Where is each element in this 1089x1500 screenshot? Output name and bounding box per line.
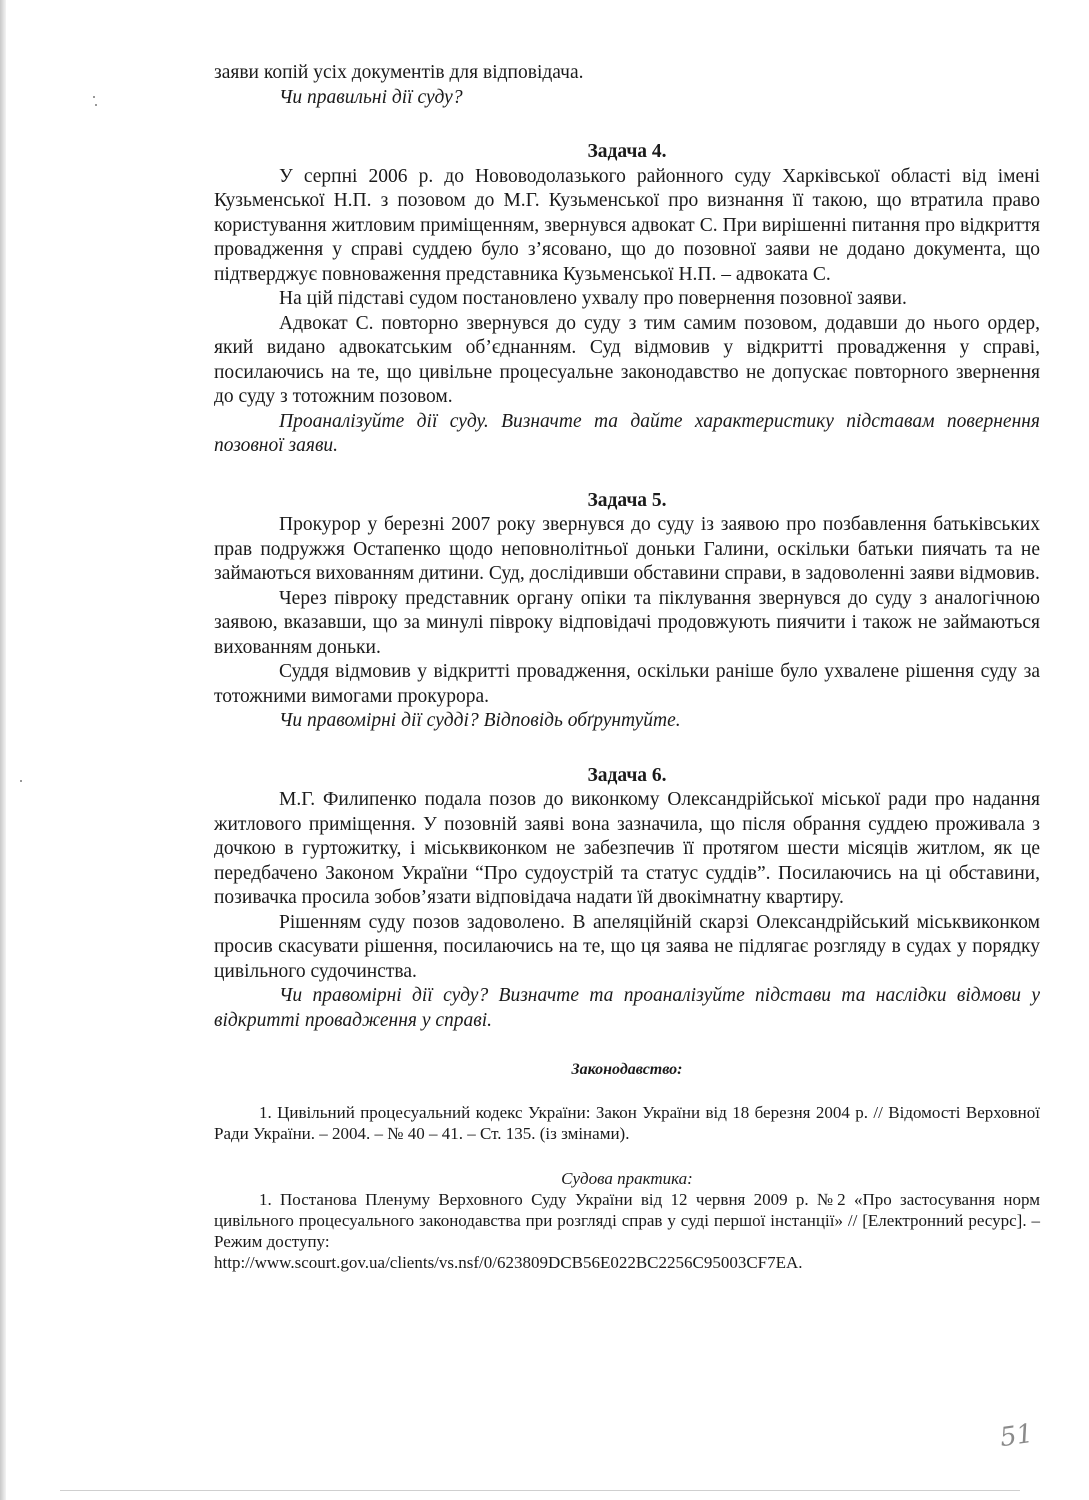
task6-paragraph-1: М.Г. Филипенко подала позов до виконкому Олександрійської міської ради про надання житлового приміщення. У позовній заяві вона зазначила, що після обрання суддею проживала з дочкою в гуртожитку, і міськвиконком не забезпечив її протягом шести місяців житлом, як це передбачено Законом України “Про судоустрій та статус суддів”. Посилаючись на ці обставини, позивачка просила зобов’язати відповідача надати їй двокімнатну квартиру. bbox=[214, 789, 1040, 908]
intro-continuation: заяви копій усіх документів для відповідача. bbox=[214, 62, 584, 83]
scan-speck bbox=[93, 96, 95, 98]
task5-title: Задача 5. bbox=[587, 489, 667, 511]
task5-paragraph-3: Суддя відмовив у відкритті провадження, оскільки раніше було ухвалене рішення суду за тотожними вимогами прокурора. bbox=[214, 661, 1040, 707]
task4-paragraph-1: У серпні 2006 р. до Нововодолазького районного суду Харківської області від імені Кузьменської Н.П. з позовом до М.Г. Кузьменської про визнання її такою, що втратила право користування житловим приміщенням, звернувся адвокат С. При вирішенні питання про відкриття провадження у справі суддею було з’ясовано, що до позовної заяви не додано документа, що підтверджує повноваження представника Кузьменської Н.П. – адвоката С. bbox=[214, 165, 1040, 285]
task5-question: Чи правомірні дії судді? Відповідь обґрунтуйте. bbox=[279, 710, 681, 731]
references bbox=[214, 1059, 1040, 1273]
scan-bottom-line bbox=[60, 1490, 1020, 1491]
task5-paragraph-2: Через півроку представник органу опіки та піклування звернувся до суду з аналогічною заявою, вказавши, що за минулі півроку відповідачі продовжують пиячити і також не займаються вихованням доньки. bbox=[214, 587, 1040, 658]
task6-question: Чи правомірні дії суду? Визначте та проаналізуйте підстави та наслідки відмови у відкритті провадження у справі. bbox=[214, 985, 1040, 1031]
case-law-url: http://www.scourt.gov.ua/clients/vs.nsf/0/623809DCB56E022BC2256C95003CF7EA. bbox=[214, 1253, 803, 1272]
task6-title: Задача 6. bbox=[587, 764, 667, 786]
legislation-title: Законодавство: bbox=[571, 1061, 683, 1078]
task4-question: Проаналізуйте дії суду. Визначте та дайте характеристику підставам повернення позовної заяви. bbox=[214, 410, 1040, 456]
page-number: 51 bbox=[998, 1418, 1035, 1454]
task4-title: Задача 4. bbox=[587, 141, 667, 162]
intro-question: Чи правильні дії суду? bbox=[279, 86, 463, 108]
document-body bbox=[214, 61, 1040, 1273]
case-law-item: 1. Постанова Пленуму Верховного Суду України від 12 червня 2009 р. №2 «Про застосування норм цивільного процесуального законодавства при розгляді справ у суді першої інстанції» // [Електронний ресурс]. – Режим доступу: bbox=[214, 1190, 1040, 1251]
case-law-title: Судова практика: bbox=[561, 1169, 693, 1188]
task6-paragraph-2: Рішенням суду позов задоволено. В апеляційній скарзі Олександрійський міськвиконком просив скасувати рішення, посилаючись на те, що ця заява не підлягає розгляду в судах у порядку цивільного судочинства. bbox=[214, 911, 1040, 982]
task4-paragraph-3: Адвокат С. повторно звернувся до суду з тим самим позовом, додавши до нього ордер, який видано адвокатським об’єднанням. Суд відмовив у відкритті провадження у справі, посилаючись на те, що цивільне процесуальне законодавство не допускає повторного звернення до суду з тотожним позовом. bbox=[214, 312, 1040, 407]
scan-speck bbox=[20, 780, 22, 782]
task5-paragraph-1: Прокурор у березні 2007 року звернувся до суду із заявою про позбавлення батьківських прав подружжя Остапенко щодо неповнолітньої доньки Галини, оскільки батьки пиячать та не займаються вихованням дитини. Суд, дослідивши обставини справи, в задоволенні заяви відмовив. bbox=[214, 514, 1040, 584]
scan-speck bbox=[95, 104, 97, 106]
task4-paragraph-2: На цій підставі судом постановлено ухвалу про повернення позовної заяви. bbox=[279, 288, 907, 309]
scan-edge-shadow bbox=[0, 0, 6, 1500]
legislation-item: 1. Цивільний процесуальний кодекс України: Закон України від 18 березня 2004 р. // Відомості Верховної Ради України. – 2004. – № 40 – 41. – Ст. 135. (із змінами). bbox=[214, 1103, 1040, 1143]
